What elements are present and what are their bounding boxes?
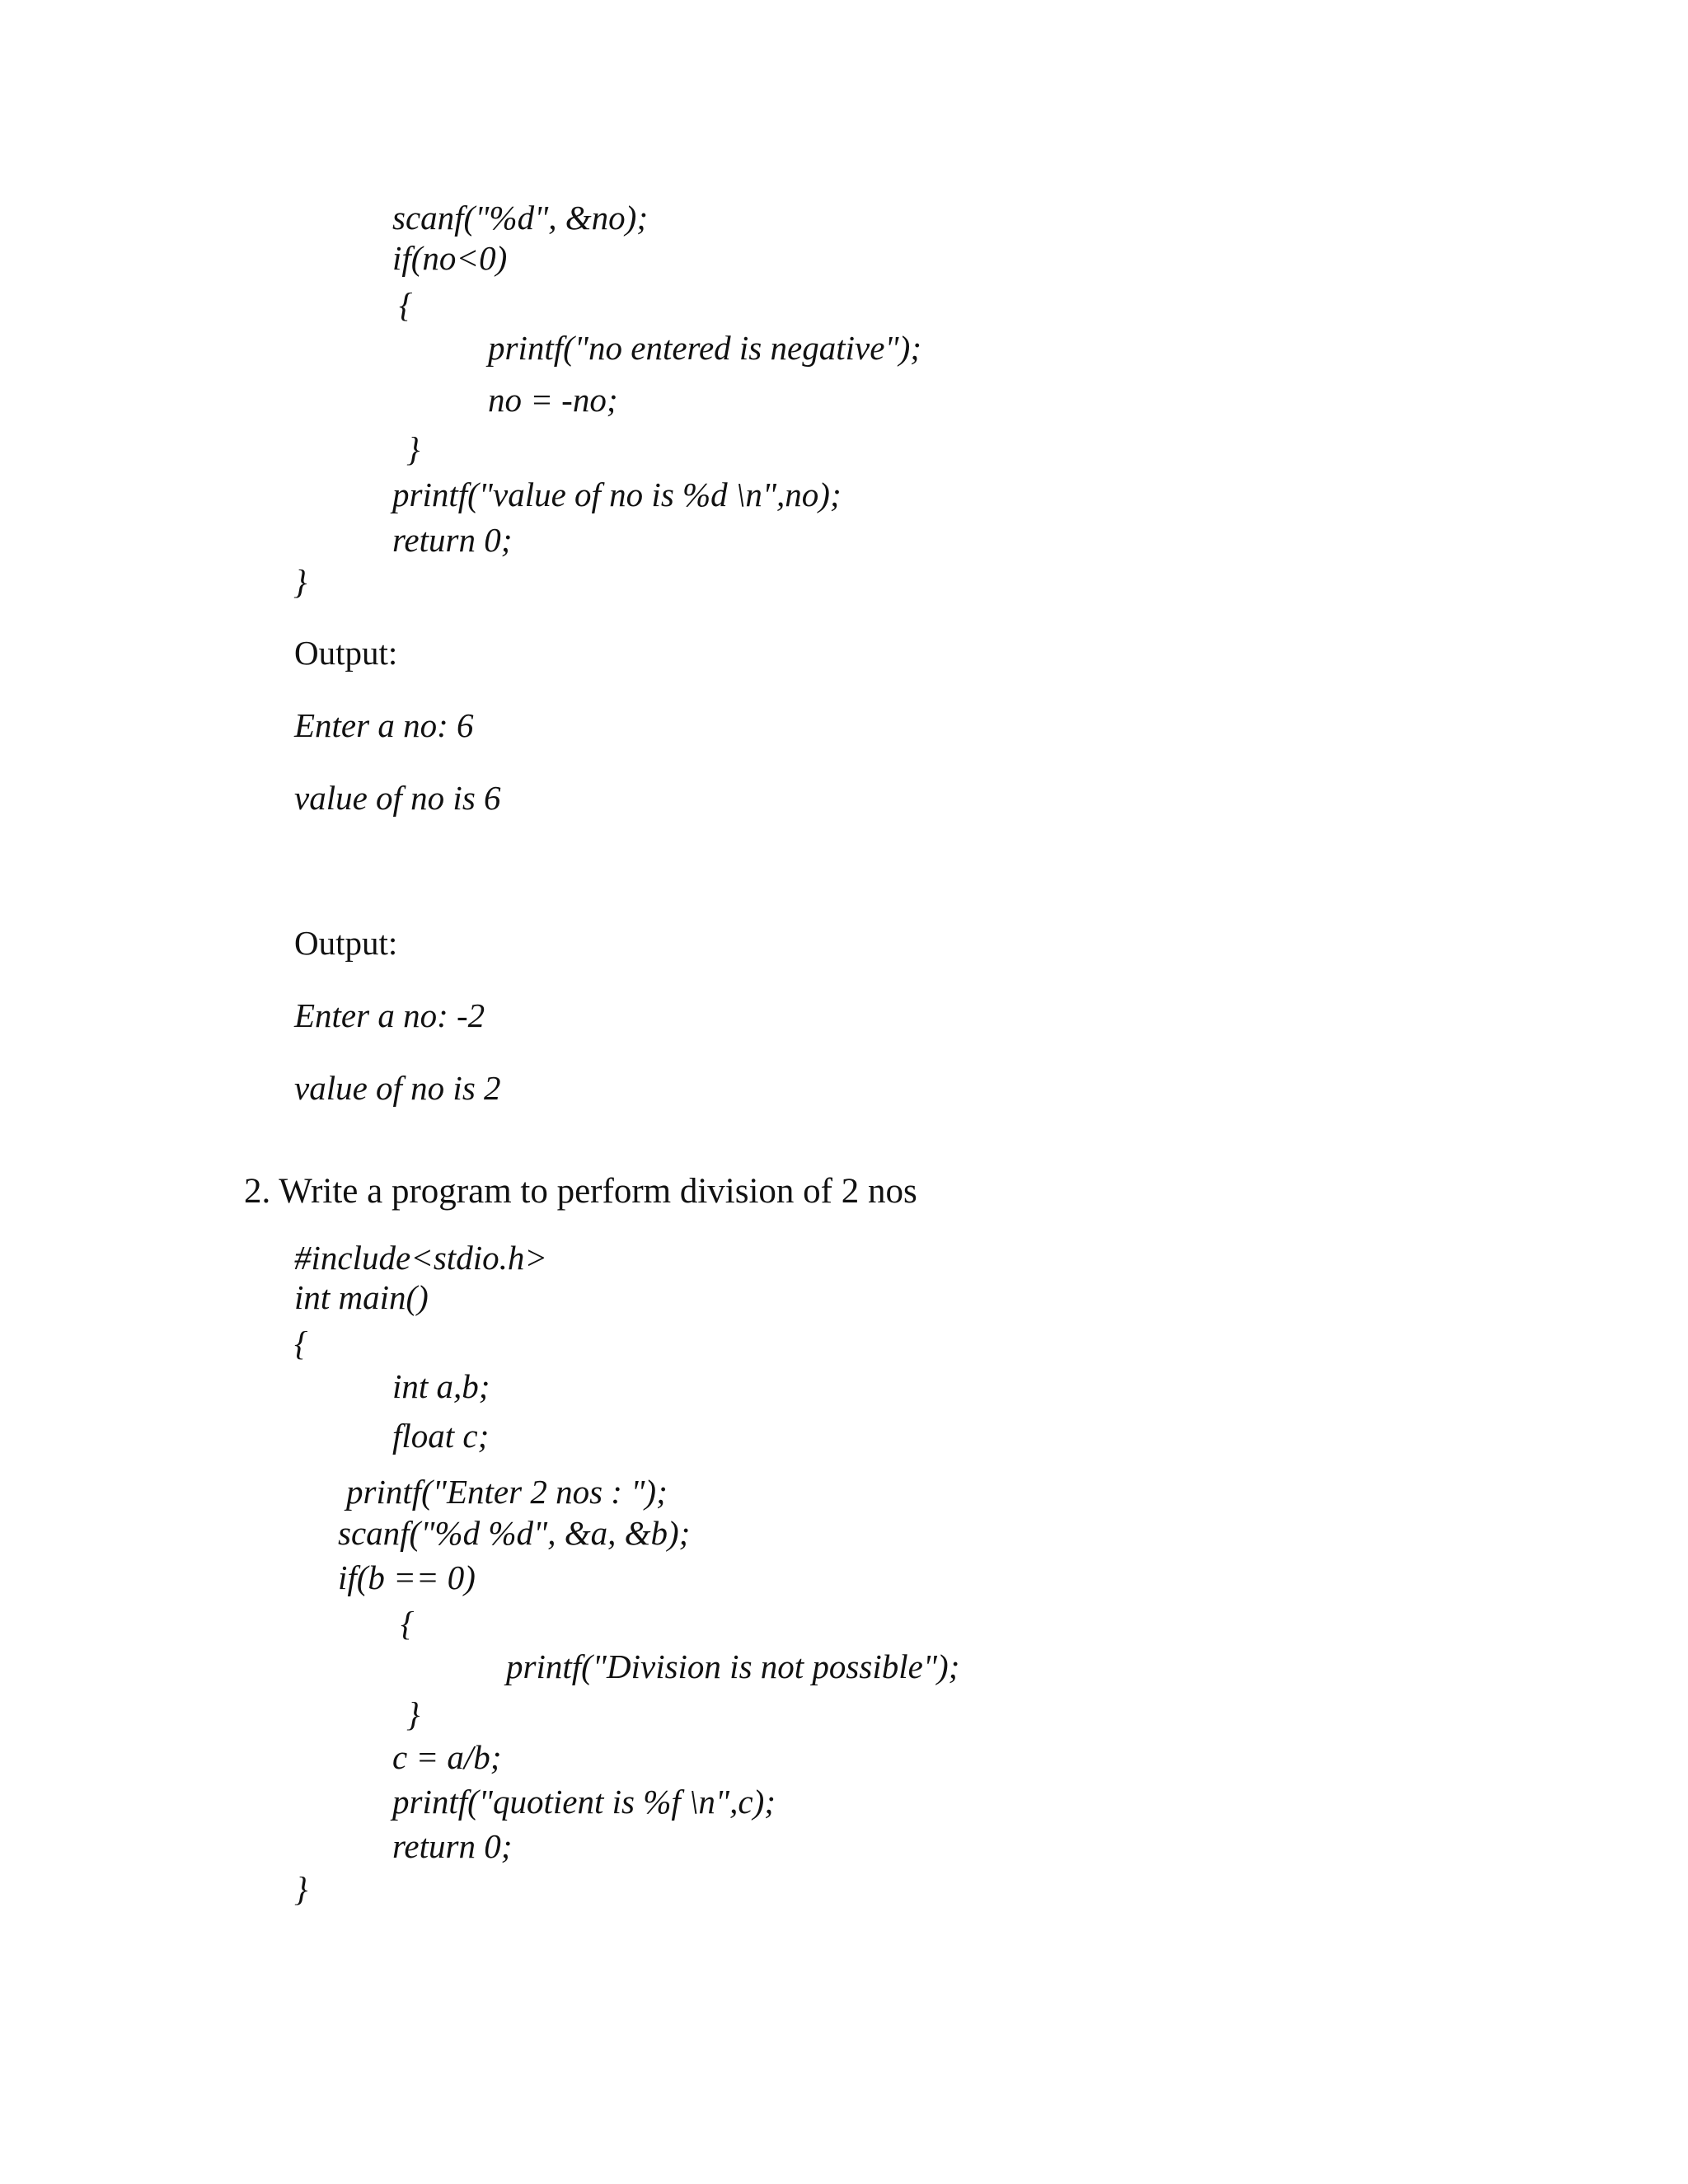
code-close-brace: } [406,1695,420,1733]
output-label: Output: [294,924,398,962]
code-include-line: #include<stdio.h> [294,1239,547,1277]
code-return-line: return 0; [392,521,513,559]
code-if-line: if(no<0) [392,239,508,277]
code-close-brace: } [406,430,420,468]
code-open-brace: { [399,286,413,324]
code-printf-value: printf("value of no is %d \n",no); [392,476,842,513]
code-return-line: return 0; [392,1827,513,1865]
code-decl-float: float c; [392,1417,490,1455]
code-printf-error: printf("Division is not possible"); [506,1647,960,1685]
code-scanf-line: scanf("%d", &no); [392,199,648,237]
code-division-line: c = a/b; [392,1738,502,1776]
output-line: Enter a no: -2 [294,996,485,1034]
output-line: value of no is 6 [294,779,501,817]
code-printf-negative: printf("no entered is negative"); [488,329,921,367]
output-label: Output: [294,634,398,672]
code-printf-prompt: printf("Enter 2 nos : "); [346,1473,668,1511]
code-negate-line: no = -no; [488,381,618,419]
question-heading: 2. Write a program to perform division of 2 nos [244,1172,917,1211]
code-main-close-brace: } [294,1870,308,1908]
output-line: value of no is 2 [294,1069,501,1107]
code-main-close-brace: } [293,563,307,601]
code-scanf-line: scanf("%d %d", &a, &b); [338,1514,691,1552]
code-decl-int: int a,b; [392,1367,490,1405]
code-open-brace: { [401,1605,415,1643]
code-if-line: if(b == 0) [338,1558,476,1596]
output-line: Enter a no: 6 [294,706,474,744]
code-main-open-brace: { [294,1324,308,1362]
code-main-line: int main() [294,1278,429,1316]
code-printf-result: printf("quotient is %f \n",c); [392,1783,776,1821]
